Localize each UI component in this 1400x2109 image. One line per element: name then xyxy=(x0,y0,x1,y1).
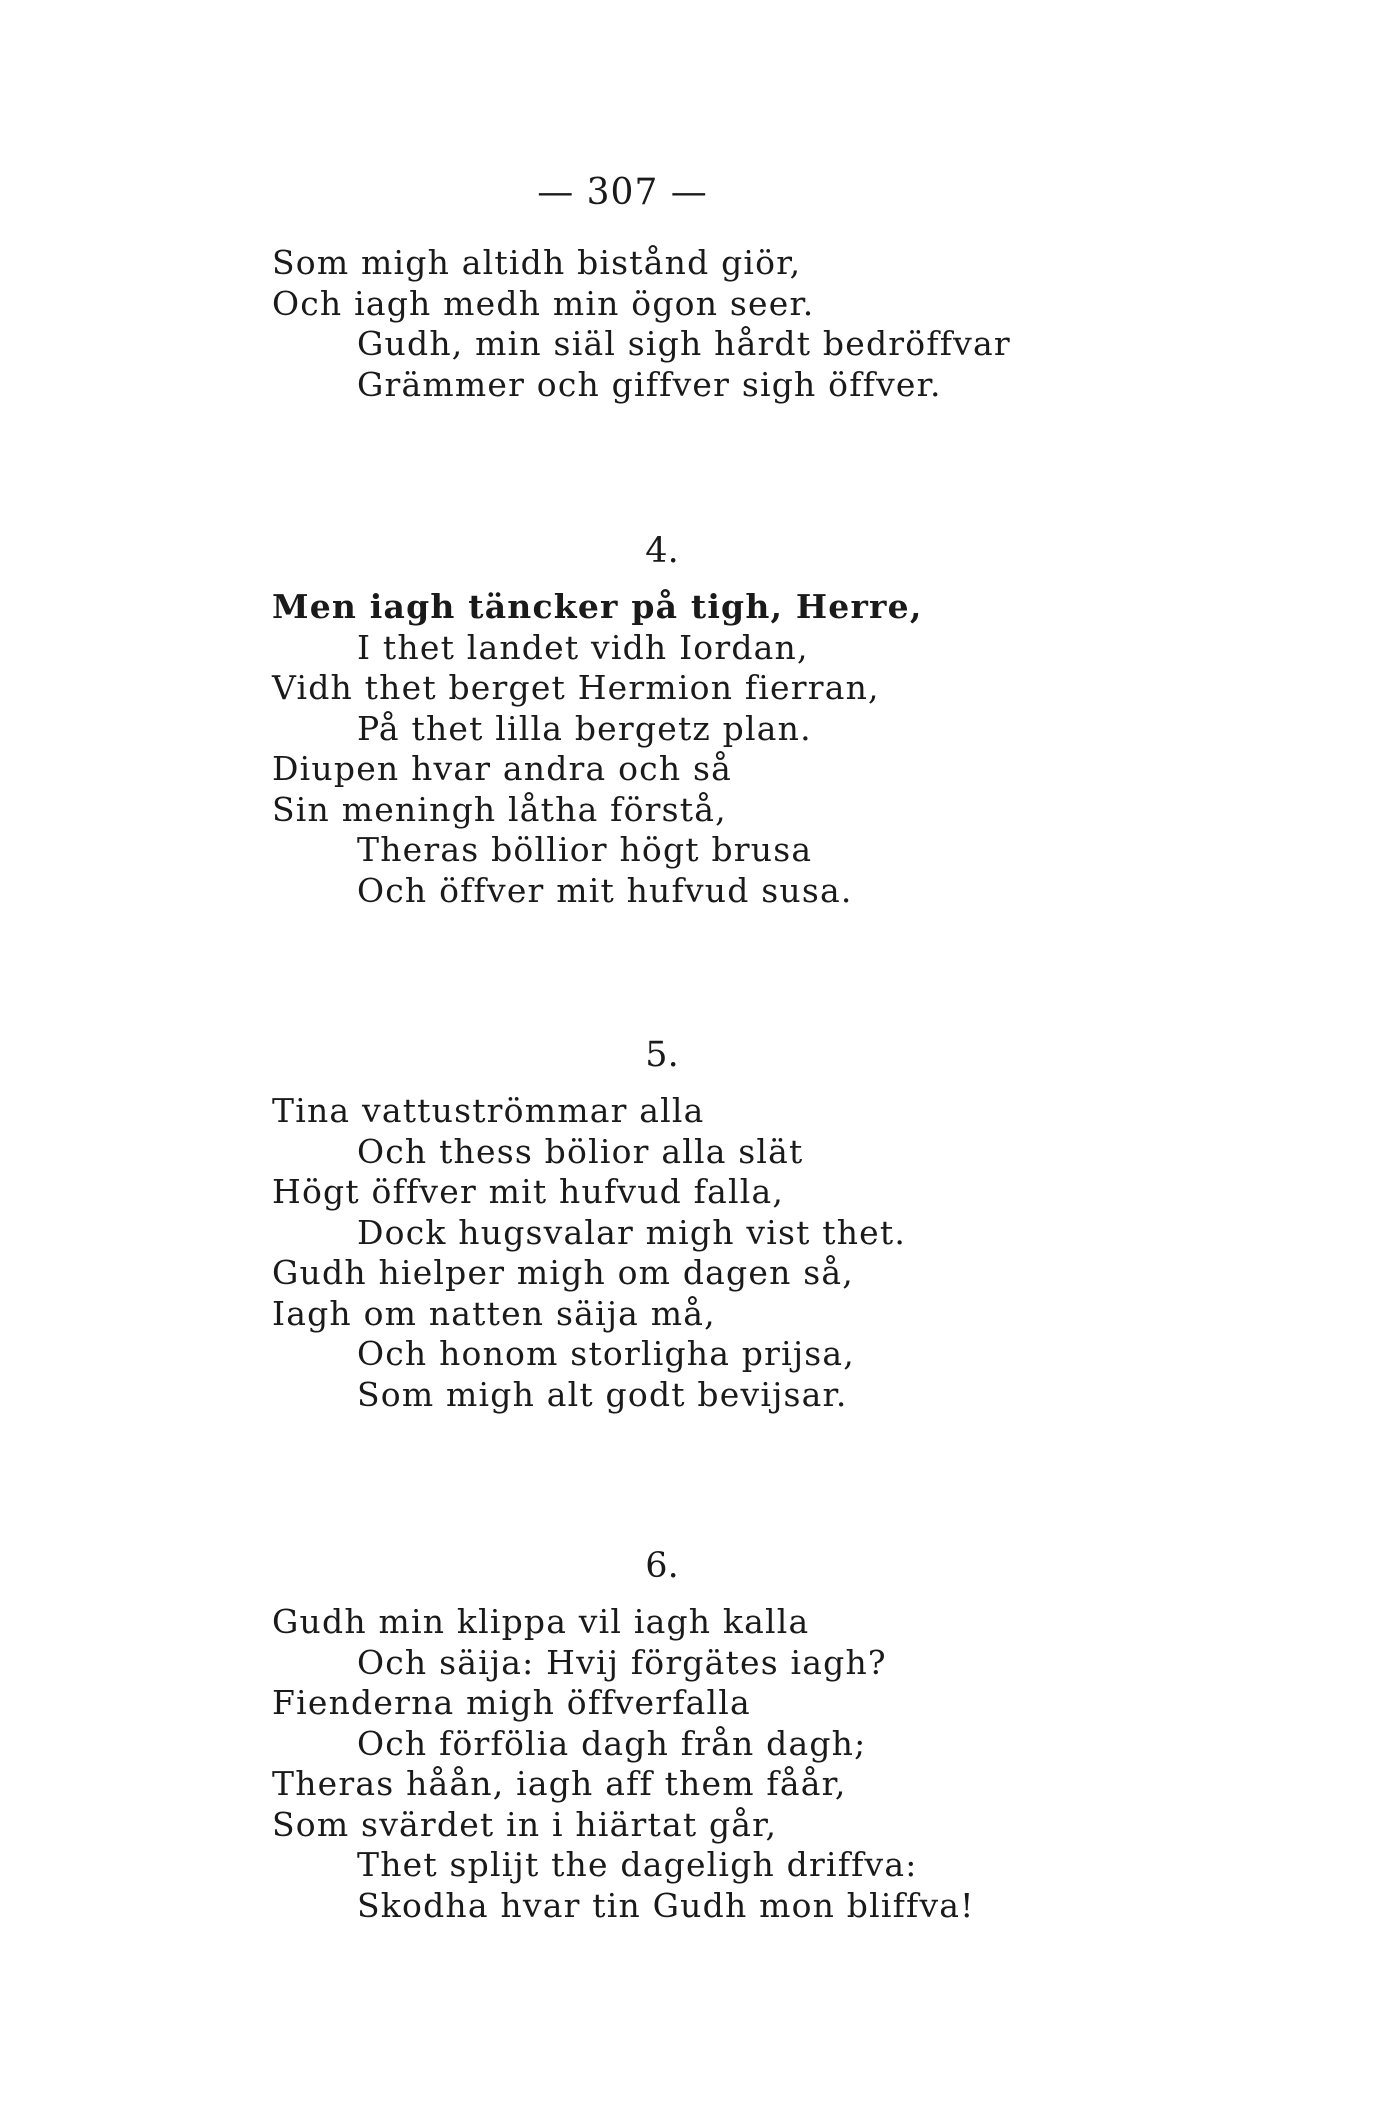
verse-line: Diupen hvar andra och så xyxy=(272,749,732,788)
verse-line: Och öffver mit hufvud susa. xyxy=(357,870,853,910)
verse-line: Iagh om natten säija må, xyxy=(272,1293,716,1333)
stanza-6 xyxy=(272,1546,1252,1926)
verse-line: Men iagh täncker på tigh, Herre, xyxy=(272,587,923,626)
verse-line: På thet lilla bergetz plan. xyxy=(357,708,812,748)
verse-line: Och förfölia dagh från dagh; xyxy=(357,1723,867,1763)
stanza-3 xyxy=(272,243,1252,405)
verse-line: Gudh min klippa vil iagh kalla xyxy=(272,1602,810,1641)
page-number: — 307 — xyxy=(537,172,708,213)
verse-line: I thet landet vidh Iordan, xyxy=(357,627,809,667)
verse-line: Och säija: Hvij förgätes iagh? xyxy=(357,1642,887,1682)
verse-line: Thet splijt the dageligh driffva: xyxy=(357,1845,918,1884)
stanza-number: 4. xyxy=(645,531,679,571)
verse-line: Tina vattuströmmar alla xyxy=(272,1091,705,1130)
verse-line: Sin meningh låtha förstå, xyxy=(272,789,727,829)
verse-line: Som migh alt godt bevijsar. xyxy=(357,1374,848,1414)
verse-line: Theras håån, iagh aff them fåår, xyxy=(272,1764,847,1803)
verse-line: Högt öffver mit hufvud falla, xyxy=(272,1172,785,1211)
verse-line: Och thess bölior alla slät xyxy=(357,1131,804,1171)
stanza-5 xyxy=(272,1035,1252,1415)
verse-line: Gudh, min siäl sigh hårdt bedröffvar xyxy=(357,324,1011,363)
verse-line: Theras böllior högt brusa xyxy=(357,830,813,869)
verse-line: Grämmer och giffver sigh öffver. xyxy=(357,364,942,404)
stanza-number: 5. xyxy=(645,1035,679,1075)
verse-line: Gudh hielper migh om dagen så, xyxy=(272,1253,854,1292)
stanza-number: 6. xyxy=(645,1546,679,1586)
verse-line: Vidh thet berget Hermion fierran, xyxy=(272,668,880,707)
stanza-4 xyxy=(272,531,1252,911)
verse-line: Som migh altidh bistånd giör, xyxy=(272,243,802,282)
verse-line: Och honom storligha prijsa, xyxy=(357,1334,855,1373)
verse-line: Som svärdet in i hiärtat går, xyxy=(272,1804,778,1844)
verse-line: Dock hugsvalar migh vist thet. xyxy=(357,1212,907,1252)
verse-line: Och iagh medh min ögon seer. xyxy=(272,283,815,323)
verse-line: Skodha hvar tin Gudh mon bliffva! xyxy=(357,1885,975,1925)
verse-line: Fienderna migh öffverfalla xyxy=(272,1683,751,1722)
